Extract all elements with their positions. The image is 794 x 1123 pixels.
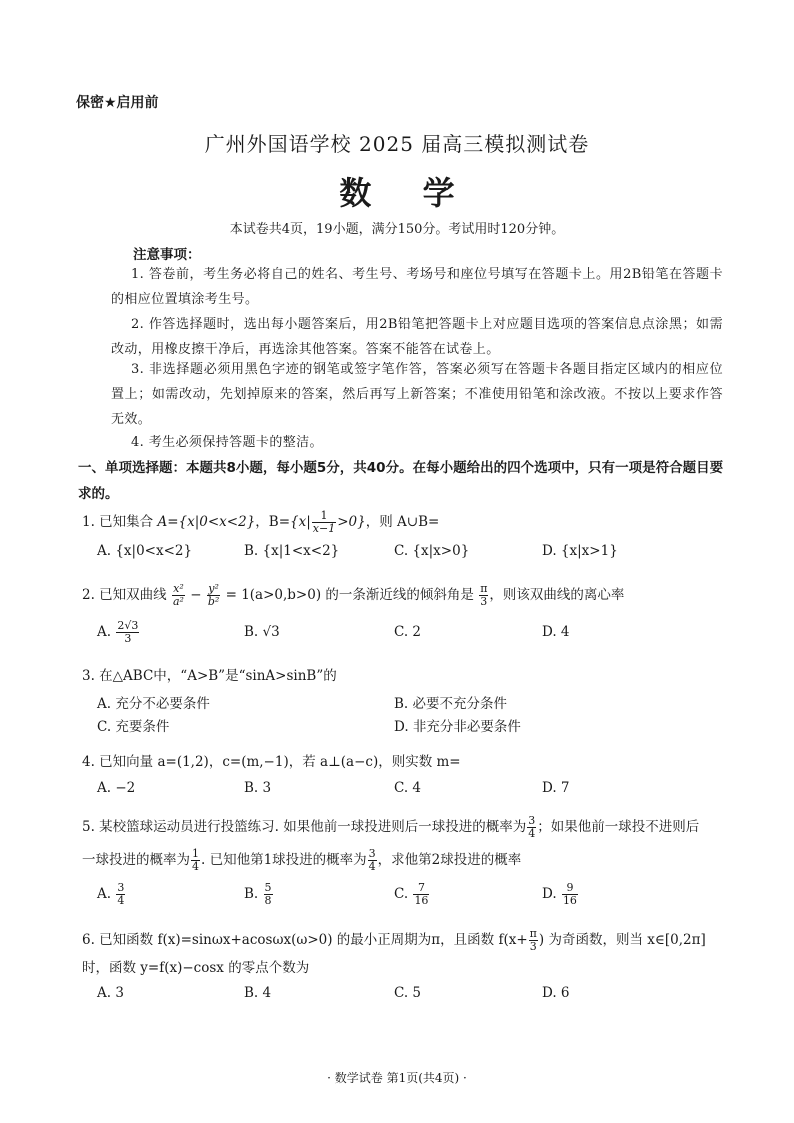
- subject-title: 数 学: [339, 174, 475, 212]
- q5-option-a: [97, 882, 126, 907]
- q1-suffix: ，则 A∪B=: [365, 514, 440, 530]
- q2-option-b: B. √3: [244, 624, 280, 640]
- q3-option-c: C. 充要条件: [97, 719, 170, 735]
- q5-option-a-num: 3: [117, 881, 125, 894]
- q5-line2-middle: . 已知他第1球投进的概率为: [201, 852, 367, 868]
- q6-option-c: C. 5: [394, 985, 422, 1001]
- q2-option-c: C. 2: [394, 624, 422, 640]
- q5-option-b-fraction: [264, 882, 273, 907]
- q2-minus: −: [185, 587, 206, 603]
- q5-p3-den: 4: [368, 860, 376, 873]
- question-3: 3. 在△ABC中，“A>B”是“sinA>sinB”的: [82, 668, 337, 684]
- q1-b-prefix: ，B=: [255, 514, 291, 530]
- section-heading: 一、单项选择题：本题共8小题，每小题5分，共40分。在每小题给出的四个选项中，只有一项是符合题目要求的。: [78, 460, 724, 502]
- page-footer: · 数学试卷 第1页(共4页) ·: [327, 1071, 467, 1085]
- q5-option-b-label: B.: [244, 886, 263, 902]
- q2-frac1-den: a²: [172, 595, 184, 608]
- q6-shift-num: π: [529, 927, 537, 940]
- q2-option-a-num: 2√3: [117, 619, 139, 632]
- q1-set-a: A={x|0<x<2}: [157, 514, 256, 530]
- q4-option-d: D. 7: [542, 780, 570, 796]
- question-6-line-2: 时，函数 y=f(x)−cosx 的零点个数为: [82, 960, 310, 976]
- q6-line1-suffix: ) 为奇函数，则当 x∈[0,2π]: [538, 932, 706, 948]
- q5-line2-prefix: 一球投进的概率为: [82, 852, 190, 868]
- q6-line1-prefix: 6. 已知函数 f(x)=sinωx+acosωx(ω>0) 的最小正周期为π，且函数 f(x+: [82, 932, 528, 948]
- q5-p1-den: 4: [528, 827, 536, 840]
- q4-option-c: C. 4: [394, 780, 422, 796]
- q5-option-d: [542, 882, 579, 907]
- q5-prob-2: [191, 848, 200, 873]
- q5-option-c-den: 16: [414, 894, 429, 907]
- q2-option-a-fraction: [116, 620, 139, 645]
- notes-heading: 注意事项：: [133, 247, 201, 263]
- q5-option-d-fraction: [562, 882, 578, 907]
- question-6: [82, 928, 706, 953]
- q2-option-a-den: 3: [116, 632, 139, 645]
- question-4: 4. 已知向量 a=(1,2)，c=(m,−1)，若 a⊥(a−c)，则实数 m=: [82, 754, 461, 770]
- q1-b-open: {x|: [290, 514, 311, 530]
- q3-option-d: D. 非充分非必要条件: [394, 719, 521, 735]
- q5-option-c-num: 7: [417, 881, 425, 894]
- q2-frac2-den: b²: [207, 595, 220, 608]
- question-5-line-2: [82, 848, 521, 873]
- q1-option-a: A. {x|0<x<2}: [97, 543, 193, 559]
- q2-frac2-num: y²: [208, 582, 219, 595]
- q5-p1-num: 3: [528, 814, 536, 827]
- question-2: [82, 583, 624, 608]
- note-item-3: 3. 非选择题必须用黑色字迹的钢笔或签字笔作答，答案必须写在答题卡各题目指定区域内的相应位置上；如需改动，先划掉原来的答案，然后再写上新答案；不准使用铅笔和涂改液。不按以上要求作答无效。: [111, 362, 723, 427]
- q5-option-a-label: A.: [97, 886, 116, 902]
- q5-option-d-num: 9: [566, 881, 574, 894]
- q2-option-d: D. 4: [542, 624, 570, 640]
- confidential-label: 保密★启用前: [76, 95, 159, 111]
- q5-option-a-den: 4: [117, 894, 125, 907]
- q1-b-frac-num: 1: [320, 509, 328, 522]
- q2-option-a: [97, 620, 140, 645]
- q5-option-d-den: 16: [562, 894, 577, 907]
- q1-b-close: >0}: [337, 514, 366, 530]
- question-1: [82, 510, 439, 535]
- exam-info: 本试卷共4页，19小题，满分150分。考试用时120分钟。: [229, 222, 565, 237]
- q3-option-b: B. 必要不充分条件: [394, 696, 508, 712]
- q5-option-b-den: 8: [264, 894, 272, 907]
- q2-fraction-y: [207, 583, 220, 608]
- q2-angle-num: π: [480, 582, 488, 595]
- q5-option-c: [394, 882, 430, 907]
- q6-option-a: A. 3: [97, 985, 124, 1001]
- q2-frac1-num: x²: [173, 582, 184, 595]
- exam-title: 广州外国语学校 2025 届高三模拟测试卷: [204, 132, 590, 156]
- note-item-2: 2. 作答选择题时，选出每小题答案后，用2B铅笔把答题卡上对应题目选项的答案信息点涂黑；如需改动，用橡皮擦干净后，再选涂其他答案。答案不能答在试卷上。: [111, 317, 723, 357]
- q1-b-frac-den: x−1: [312, 522, 336, 535]
- question-5: [82, 815, 699, 840]
- note-item-4: 4. 考生必须保持答题卡的整洁。: [131, 435, 323, 450]
- q1-option-d: D. {x|x>1}: [542, 543, 618, 559]
- q6-shift-fraction: [529, 928, 538, 953]
- q5-p2-den: 4: [192, 860, 199, 873]
- q2-middle: = 1(a>0,b>0) 的一条渐近线的倾斜角是: [221, 587, 479, 603]
- q2-prefix: 2. 已知双曲线: [82, 587, 171, 603]
- q5-line2-suffix: ，求他第2球投进的概率: [377, 852, 522, 868]
- q1-b-fraction: [312, 510, 336, 535]
- q5-prob-3: [368, 848, 377, 873]
- q5-p2-num: 1: [192, 847, 199, 860]
- q1-option-b: B. {x|1<x<2}: [244, 543, 340, 559]
- q6-option-b: B. 4: [244, 985, 272, 1001]
- q4-option-a: A. −2: [97, 780, 136, 796]
- q5-option-a-fraction: [116, 882, 125, 907]
- q3-option-a: A. 充分不必要条件: [97, 696, 210, 712]
- q2-angle-den: 3: [480, 595, 488, 608]
- q5-option-b: [244, 882, 274, 907]
- q5-option-d-label: D.: [542, 886, 561, 902]
- q1-option-c: C. {x|x>0}: [394, 543, 470, 559]
- q5-line1-suffix: ；如果他前一球投不进则后: [537, 819, 700, 835]
- q2-fraction-x: [172, 583, 185, 608]
- q4-option-b: B. 3: [244, 780, 272, 796]
- q5-line1-prefix: 5. 某校篮球运动员进行投篮练习. 如果他前一球投进则后一球投进的概率为: [82, 819, 527, 835]
- q2-angle-fraction: [479, 583, 488, 608]
- q1-prefix: 1. 已知集合: [82, 514, 158, 530]
- q5-prob-1: [527, 815, 536, 840]
- q5-option-c-fraction: [413, 882, 429, 907]
- q5-option-b-num: 5: [264, 881, 272, 894]
- q6-option-d: D. 6: [542, 985, 570, 1001]
- note-item-1: 1. 答卷前，考生务必将自己的姓名、考生号、考场号和座位号填写在答题卡上。用2B铅笔在答题卡的相应位置填涂考生号。: [111, 267, 723, 307]
- q6-shift-den: 3: [529, 940, 537, 953]
- q2-option-a-label: A.: [97, 624, 116, 640]
- q2-suffix: ，则该双曲线的离心率: [489, 587, 625, 603]
- q5-p3-num: 3: [368, 847, 376, 860]
- q5-option-c-label: C.: [394, 886, 413, 902]
